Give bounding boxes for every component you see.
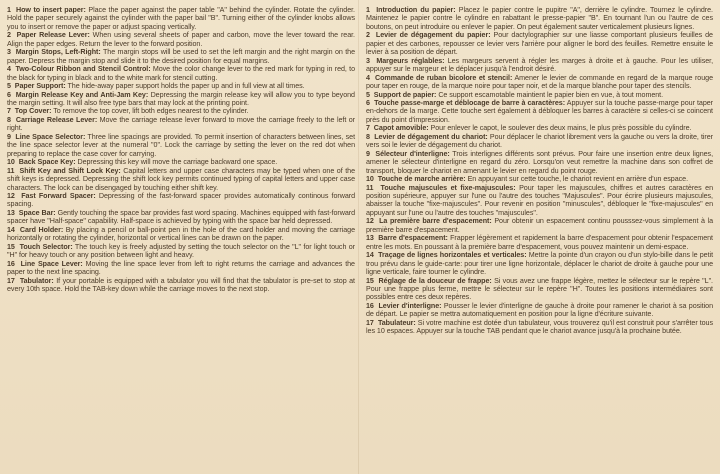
item-title: Capot amovible:	[373, 124, 429, 133]
item-text: Pour dactylographier sur une liasse comportant plusieurs feuilles de papier et des carbones, repousser ce levier vers l'arrière pour aligner le bord des feuilles. Remettre ensuite le levier à sa position de départ.	[366, 31, 713, 57]
item-number: 3	[7, 48, 11, 57]
item-title: Fast Forward Spacer:	[21, 191, 96, 200]
instruction-item	[366, 277, 713, 302]
instruction-item	[7, 133, 355, 158]
item-title: Margeurs réglables:	[376, 56, 445, 65]
item-number: 1	[366, 6, 370, 14]
item-title: Margin Stops, Left-Right:	[15, 48, 101, 57]
item-title: Tabulator:	[19, 276, 54, 285]
item-text: Trois interlignes différents sont prévus. Pour faire une insertion entre deux lignes, amener le sélecteur d'interligne en regard du zéro. Lorsqu'on veut remettre la machine dans son coffret de transport, bloquer le chariot en amenant le levier en regard du point rouge.	[366, 149, 714, 175]
item-text: If your portable is equipped with a tabulator you will find that the tabulator is pre-set to stop at every 10th space. Hold the TAB-key down while the carriage moves to the next stop.	[7, 276, 355, 293]
item-title: Barre d'espacement:	[378, 234, 448, 243]
item-number: 1	[7, 6, 11, 14]
instruction-item	[7, 209, 355, 226]
item-text: Capital letters and upper case characters may be typed when one of the shift keys is depressed. Depressing the shift lock key permits continued typing of capital letters and upper case characters. The lock can be disengaged by touching either shift key.	[7, 166, 355, 192]
item-title: Touche de marche arrière:	[377, 175, 466, 184]
english-instructions	[7, 6, 355, 293]
item-text: Three line spacings are provided. To permit insertion of characters between lines, set the line space selector lever at the numeral "0". Lock the carriage by setting the lever on the red dot when preparing to replace the case cover for carrying.	[7, 132, 356, 158]
item-number: 16	[366, 301, 374, 310]
item-number: 8	[366, 132, 370, 141]
item-text: Appuyer sur la touche passe-marge pour taper en-dehors de la marge. Cette touche sert également à débloquer les barres à caractère si celles-ci se coincent près du point d'impression.	[366, 98, 713, 124]
instruction-item	[7, 167, 355, 192]
item-number: 14	[7, 225, 15, 234]
item-title: Paper Release Lever:	[16, 31, 90, 40]
item-number: 14	[366, 251, 374, 260]
instruction-item	[366, 57, 713, 74]
french-instructions	[366, 6, 713, 336]
item-text: Moving the line space lever from left to right returns the carriage and advances the paper to the next line spacing.	[7, 259, 355, 277]
item-title: Touch Selector:	[19, 242, 73, 251]
item-title: Carriage Release Lever:	[15, 115, 98, 124]
item-number: 10	[7, 158, 15, 167]
item-text: The margin stops will be used to set the left margin and the right margin on the paper. Depress the margin stop and slide it to the desired position for equal margins.	[7, 48, 355, 65]
instruction-item	[366, 234, 713, 251]
instruction-item	[7, 82, 355, 90]
item-title: Back Space Key:	[18, 158, 76, 167]
item-title: Top Cover:	[14, 107, 52, 116]
item-text: The touch key is freely adjusted by setting the touch selector on the "L" for light touch or "H" for heavy touch or any position between light and heavy.	[7, 242, 355, 260]
item-text: Place the paper against the paper table "A" behind the cylinder. Rotate the cylinder. Hold the paper securely against the cylinder with the paper bail "B". Turning either of the cylinder knobs allows you to insert or remove the paper or adjust spacing vertically.	[7, 6, 355, 31]
item-number: 4	[7, 65, 11, 74]
instruction-item	[7, 243, 355, 260]
item-number: 6	[7, 90, 11, 99]
instruction-item	[7, 48, 355, 65]
instruction-item	[366, 319, 713, 336]
item-text: Pour déplacer le chariot librement vers la gauche ou vers la droite, tirer vers soi le levier de dégagement du chariot.	[366, 132, 713, 150]
instruction-item	[366, 175, 713, 183]
item-text: En appuyant sur cette touche, le chariot revient en arrière d'un espace.	[467, 175, 689, 184]
item-title: Tabulateur:	[377, 318, 416, 327]
item-title: Line Space Selector:	[15, 132, 86, 141]
item-title: Line Space Lever:	[20, 259, 83, 268]
item-text: Placez le papier contre le pupitre "A", derrière le cylindre. Tournez le cylindre. Maintenez le papier contre le cylindre en rabattant le presse-papier "B". En tournant l'un ou l'autre de ces boutons, on peut introduire ou enlever le papier. On peut également sauter verticalement plusieurs lignes.	[366, 6, 713, 31]
item-number: 8	[7, 115, 11, 124]
item-number: 3	[366, 56, 370, 65]
instruction-item	[366, 124, 713, 132]
item-number: 5	[366, 90, 370, 99]
item-title: Levier d'interligne:	[378, 301, 442, 310]
column-divider	[358, 0, 359, 474]
item-number: 17	[7, 276, 15, 285]
item-text: Mettre la pointe d'un crayon ou d'un stylo-bille dans le petit trou prévu dans le guide-carte: pour tirer une ligne horizontale, déplacer le chariot de droite à gauche pour une ligne verticale, faire tourner le cylindre.	[366, 251, 713, 277]
item-number: 7	[366, 124, 370, 133]
item-number: 2	[366, 31, 370, 40]
item-number: 13	[366, 234, 374, 243]
item-number: 4	[366, 73, 370, 82]
item-title: Margin Release Key and Anti-Jam Key:	[15, 90, 149, 99]
item-number: 15	[7, 242, 15, 251]
item-text: Move the color change lever to the red mark for typing in red, to the black for typing in black and to the white mark for stencil cutting.	[7, 65, 356, 82]
instruction-item	[7, 31, 355, 48]
item-title: Traçage de lignes horizontales et verticales:	[378, 251, 527, 260]
item-title: Support de papier:	[373, 90, 437, 99]
instruction-item	[7, 116, 355, 133]
instruction-item	[7, 65, 355, 82]
instruction-item	[366, 99, 713, 124]
instruction-item	[7, 91, 355, 108]
item-number: 7	[7, 107, 11, 116]
item-text: Move the carriage release lever forward to move the carriage freely to the left or right.	[7, 115, 355, 133]
item-number: 16	[7, 259, 15, 268]
item-text: Pour taper les majuscules, chiffres et autres caractères en position supérieure, appuyer sur l'une ou l'autre des touches "Majuscules". Pour écrire plusieurs majuscules, abaisser la touche "fixe-majuscules". Pour revenir en position "minuscules", débloquer le "fixe-majuscules" en appuyant sur l'une ou l'autre des touches "majuscules".	[366, 183, 714, 217]
instruction-item	[7, 107, 355, 115]
item-title: Paper Support:	[14, 82, 66, 91]
item-number: 13	[7, 208, 15, 217]
instruction-item	[366, 133, 713, 150]
instruction-item	[7, 226, 355, 243]
item-text: Si vous avez une frappe légère, mettez le sélecteur sur le repère "L". Pour une frappe plus ferme, mettre le sélecteur sur le repère "H". Toutes les positions intermédiaires sont possibles entre ces deux repères.	[366, 276, 713, 302]
instruction-item	[7, 158, 355, 166]
item-number: 9	[366, 149, 370, 158]
item-title: How to insert paper:	[16, 6, 86, 14]
item-number: 10	[366, 175, 374, 184]
item-title: Levier de dégagement du chariot:	[374, 132, 488, 141]
item-text: Ce support escamotable maintient le papier bien en vue, à tout moment.	[438, 90, 664, 99]
item-title: Card Holder:	[19, 225, 64, 234]
item-text: Depressing the margin release key will allow you to type beyond the margin setting. It will also free type bars that may lock at the printing point.	[7, 90, 355, 107]
item-number: 11	[7, 166, 15, 175]
item-text: The hide-away paper support holds the paper up and in full view at all times.	[67, 82, 305, 91]
item-title: Space Bar:	[18, 208, 56, 217]
item-text: By placing a pencil or ball-point pen in the hole of the card holder and moving the carriage horizontally or rotating the cylinder, horizontal or vertical lines can be drawn on the paper.	[7, 225, 355, 243]
instruction-item	[366, 150, 713, 175]
item-text: Pour obtenir un espacement continu pousssez-vous simplement à la première barre d'espacement.	[366, 217, 714, 234]
item-text: To remove the top cover, lift both edges nearest to the cylinder.	[53, 107, 249, 116]
item-number: 2	[7, 31, 11, 40]
instruction-item	[7, 260, 355, 277]
item-text: Pousser le levier d'interligne de gauche à droite pour ramener le chariot à sa position de départ. Le papier se mettra automatiquement en position pour la ligne d'écriture suivante.	[366, 301, 713, 319]
item-number: 6	[366, 98, 370, 107]
item-title: Shift Key and Shift Lock Key:	[19, 166, 121, 175]
item-text: When using several sheets of paper and carbon, move the lever toward the rear. Align the paper edges. Return the lever to the forward position.	[7, 31, 355, 48]
instruction-item	[366, 251, 713, 276]
instruction-item	[7, 277, 355, 294]
item-title: Introduction du papier:	[376, 6, 456, 14]
item-number: 12	[7, 191, 15, 200]
instruction-item	[366, 184, 713, 218]
instruction-item	[7, 6, 355, 31]
item-number: 17	[366, 318, 374, 327]
item-number: 15	[366, 276, 374, 285]
instruction-item	[366, 217, 713, 234]
item-text: Les margeurs servent à régler les marges à droite et à gauche. Pour les utiliser, appuyer sur le margeur et le déplacer jusqu'à l'endroit désiré.	[366, 56, 713, 74]
item-title: Touche majuscules et fixe-majuscules:	[380, 183, 516, 192]
item-title: Sélecteur d'interligne:	[375, 149, 450, 158]
instruction-item	[366, 74, 713, 91]
item-title: Touche passe-marge et déblocage de barre à caractères:	[374, 98, 566, 107]
item-text: Depressing this key will move the carriage backward one space.	[77, 158, 278, 167]
item-title: Levier de dégagement du papier:	[375, 31, 491, 40]
instruction-item	[366, 6, 713, 31]
item-title: Two-Colour Ribbon and Stencil Control:	[15, 65, 151, 74]
instruction-item	[366, 302, 713, 319]
instruction-item	[366, 91, 713, 99]
item-text: Frapper légèrement et rapidement la barre d'espacement pour obtenir l'espacement entre les mots. En poussant à la première barre d'espacement, vous pouvez maintenir un demi-espace.	[366, 234, 713, 251]
item-number: 11	[366, 183, 374, 192]
instruction-item	[7, 192, 355, 209]
item-text: Gently touching the space bar provides fast word spacing. Machines equipped with fast-forward spacer have "Half-space" capability. Half-space is achieved by typing with the space bar held depressed.	[7, 208, 355, 226]
item-text: Depressing of the fast-forward spacer provides automatically continous forward spacing.	[7, 191, 355, 209]
item-text: Si votre machine est dotée d'un tabulateur, vous trouverez qu'il est construit pour s'arrêter tous les 10 espaces. Appuyer sur la touche TAB pendant que le chariot avance jusqu'à la prochaine butée.	[366, 318, 713, 336]
item-title: Réglage de la douceur de frappe:	[378, 276, 492, 285]
item-text: Amener le levier de commande en regard de la marque rouge pour taper en rouge, de la marque noire pour taper noir, et de la marque blanche pour taper des stencils.	[366, 73, 713, 91]
item-number: 9	[7, 132, 11, 141]
item-number: 12	[366, 217, 374, 226]
item-number: 5	[7, 82, 11, 91]
instruction-item	[366, 31, 713, 56]
item-title: Commande de ruban bicolore et stencil:	[375, 73, 513, 82]
item-title: La première barre d'espacement:	[379, 217, 492, 226]
item-text: Pour enlever le capot, le soulever des deux mains, le plus près possible du cylindre.	[430, 124, 692, 133]
